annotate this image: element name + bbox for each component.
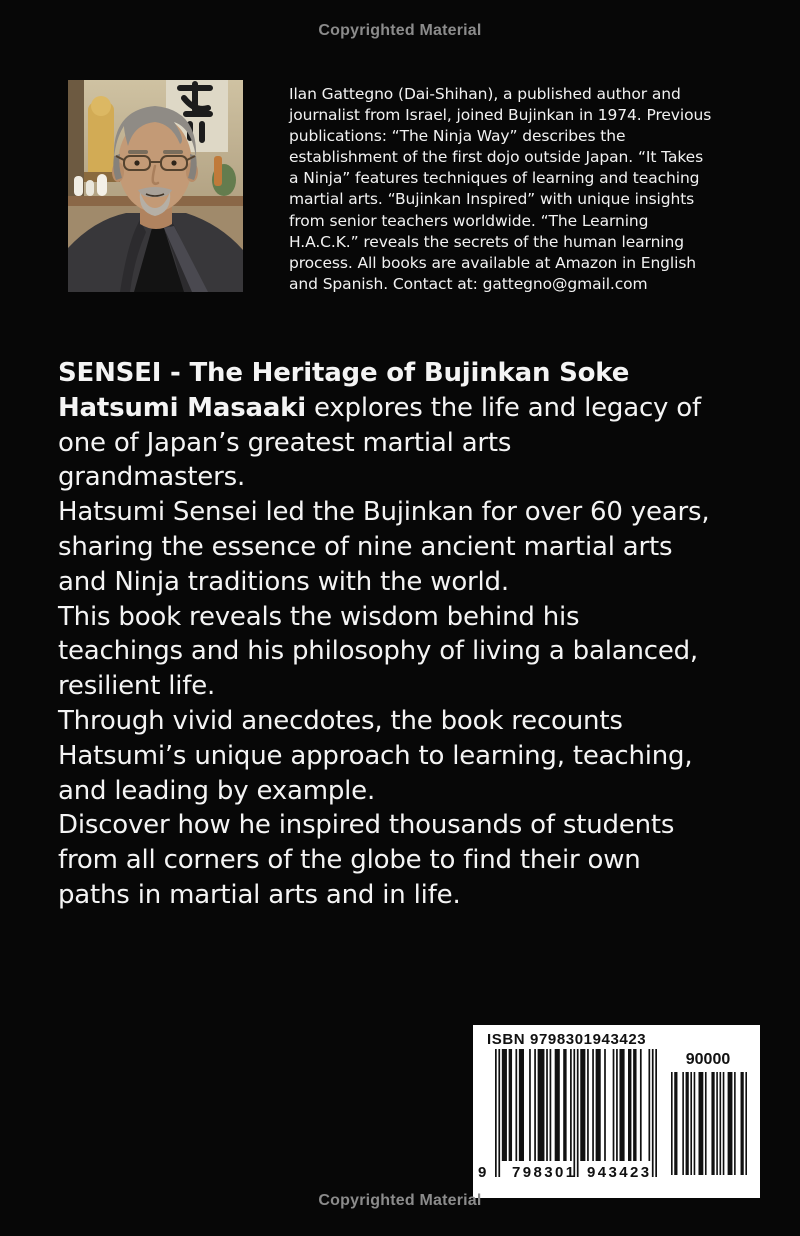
barcode-bar: [640, 1049, 642, 1161]
book-description: [58, 356, 758, 913]
description-line: [58, 565, 758, 600]
description-text: Hatsumi Sensei led the Bujinkan for over 60 years,: [58, 497, 710, 528]
bio-line: establishment of the first dojo outside Japan. “It Takes: [289, 148, 704, 167]
barcode-digit-prefix: 9: [478, 1164, 487, 1181]
description-text: and leading by example.: [58, 775, 376, 806]
barcode-bar: [705, 1072, 707, 1175]
isbn-barcode-panel: [473, 1025, 760, 1198]
bio-line: and Spanish. Contact at: gattegno@gmail.com: [289, 274, 648, 293]
description-text: Hatsumi’s unique approach to learning, teaching,: [58, 740, 693, 771]
barcode-bar: [495, 1049, 497, 1177]
bio-line: a Ninja” features techniques of learning and teaching: [289, 169, 700, 188]
barcode-bar: [587, 1049, 589, 1161]
barcode-bar: [671, 1072, 673, 1175]
barcode-bar: [648, 1049, 650, 1161]
barcode-bar: [628, 1049, 631, 1161]
bio-line: publications: “The Ninja Way” describes the: [289, 127, 626, 146]
description-text: from all corners of the globe to find their own: [58, 845, 641, 876]
barcode-bar: [728, 1072, 733, 1175]
description-line: [58, 808, 758, 843]
barcode-bar: [596, 1049, 601, 1161]
description-line: [58, 391, 758, 426]
barcode-bar: [502, 1049, 507, 1161]
barcode-bar: [686, 1072, 689, 1175]
description-text: Through vivid anecdotes, the book recounts: [58, 705, 623, 736]
barcode-bar: [573, 1049, 575, 1177]
barcode-bar: [619, 1049, 624, 1161]
description-text: sharing the essence of nine ancient martial arts: [58, 531, 673, 562]
barcode-bar: [652, 1049, 654, 1177]
barcode-bar: [633, 1049, 636, 1161]
barcode-bar: [515, 1049, 517, 1161]
barcode-bar: [716, 1072, 718, 1175]
supplement-barcode: [671, 1072, 747, 1176]
barcode-bar: [577, 1049, 579, 1177]
barcode-bar: [555, 1049, 560, 1161]
copyright-material-top: Copyrighted Material: [318, 22, 482, 39]
bio-line: journalist from Israel, joined Bujinkan in 1974. Previous: [289, 106, 712, 125]
barcode-bar: [570, 1049, 572, 1161]
description-line: [58, 704, 758, 739]
description-line: [58, 878, 758, 913]
description-text: Discover how he inspired thousands of students: [58, 810, 675, 841]
barcode-bar: [616, 1049, 618, 1161]
bio-line: martial arts. “Bujinkan Inspired” with unique insights: [289, 190, 695, 209]
barcode-bar: [741, 1072, 744, 1175]
barcode-bar: [563, 1049, 566, 1161]
barcode-bar: [613, 1049, 615, 1161]
description-line: [58, 356, 758, 391]
barcode-bar: [674, 1072, 677, 1175]
description-text: This book reveals the wisdom behind his: [58, 601, 580, 632]
description-text: explores the life and legacy of: [305, 392, 701, 423]
bio-line: H.A.C.K.” reveals the secrets of the human learning: [289, 232, 684, 251]
author-portrait-illustration: [68, 80, 243, 292]
bio-line: from senior teachers worldwide. “The Learning: [289, 211, 649, 230]
description-line: [58, 634, 758, 669]
barcode-bar: [698, 1072, 703, 1175]
ean13-barcode: [495, 1049, 657, 1179]
barcode-bar: [580, 1049, 585, 1161]
barcode-bar: [529, 1049, 531, 1161]
barcode-bar: [546, 1049, 548, 1161]
barcode-bar: [519, 1049, 524, 1161]
bio-line: process. All books are available at Amazon in English: [289, 253, 697, 272]
description-line: [58, 530, 758, 565]
barcode-bar: [720, 1072, 722, 1175]
author-bio: [289, 84, 759, 295]
description-text: and Ninja traditions with the world.: [58, 566, 509, 597]
author-photo: [68, 80, 243, 292]
description-line: [58, 426, 758, 461]
description-line: [58, 495, 758, 530]
barcode-bar: [694, 1072, 696, 1175]
description-line: [58, 739, 758, 774]
description-line: [58, 774, 758, 809]
barcode-bar: [655, 1049, 657, 1177]
description-line: [58, 843, 758, 878]
barcode-digits-group2: 943423: [587, 1164, 652, 1181]
description-text: resilient life.: [58, 671, 216, 702]
copyright-material-bottom: Copyrighted Material: [318, 1192, 482, 1209]
description-line: [58, 460, 758, 495]
barcode-bar: [534, 1049, 536, 1161]
barcode-bar: [498, 1049, 500, 1177]
description-text: paths in martial arts and in life.: [58, 879, 461, 910]
bio-line: Ilan Gattegno (Dai-Shihan), a published author and: [289, 85, 681, 103]
description-bold-text: Hatsumi Masaaki: [58, 392, 306, 423]
barcode-bar: [734, 1072, 736, 1175]
description-text: grandmasters.: [58, 462, 246, 493]
barcode-digits-group1: 798301: [512, 1164, 577, 1181]
barcode-bar: [509, 1049, 512, 1161]
description-text: teachings and his philosophy of living a balanced,: [58, 636, 698, 667]
barcode-price-code: 90000: [685, 1051, 731, 1068]
barcode-bar: [550, 1049, 552, 1161]
barcode-bar: [723, 1072, 725, 1175]
barcode-bar: [745, 1072, 747, 1175]
barcode-bar: [592, 1049, 594, 1161]
description-line: [58, 600, 758, 635]
description-line: [58, 669, 758, 704]
barcode-bar: [538, 1049, 545, 1161]
description-text: one of Japan’s greatest martial arts: [58, 427, 512, 458]
isbn-label: ISBN 9798301943423: [487, 1031, 647, 1048]
barcode-bar: [682, 1072, 684, 1175]
barcode-bar: [711, 1072, 714, 1175]
barcode-bar: [604, 1049, 606, 1161]
barcode-bar: [690, 1072, 692, 1175]
description-bold-text: SENSEI - The Heritage of Bujinkan Soke: [58, 358, 630, 388]
